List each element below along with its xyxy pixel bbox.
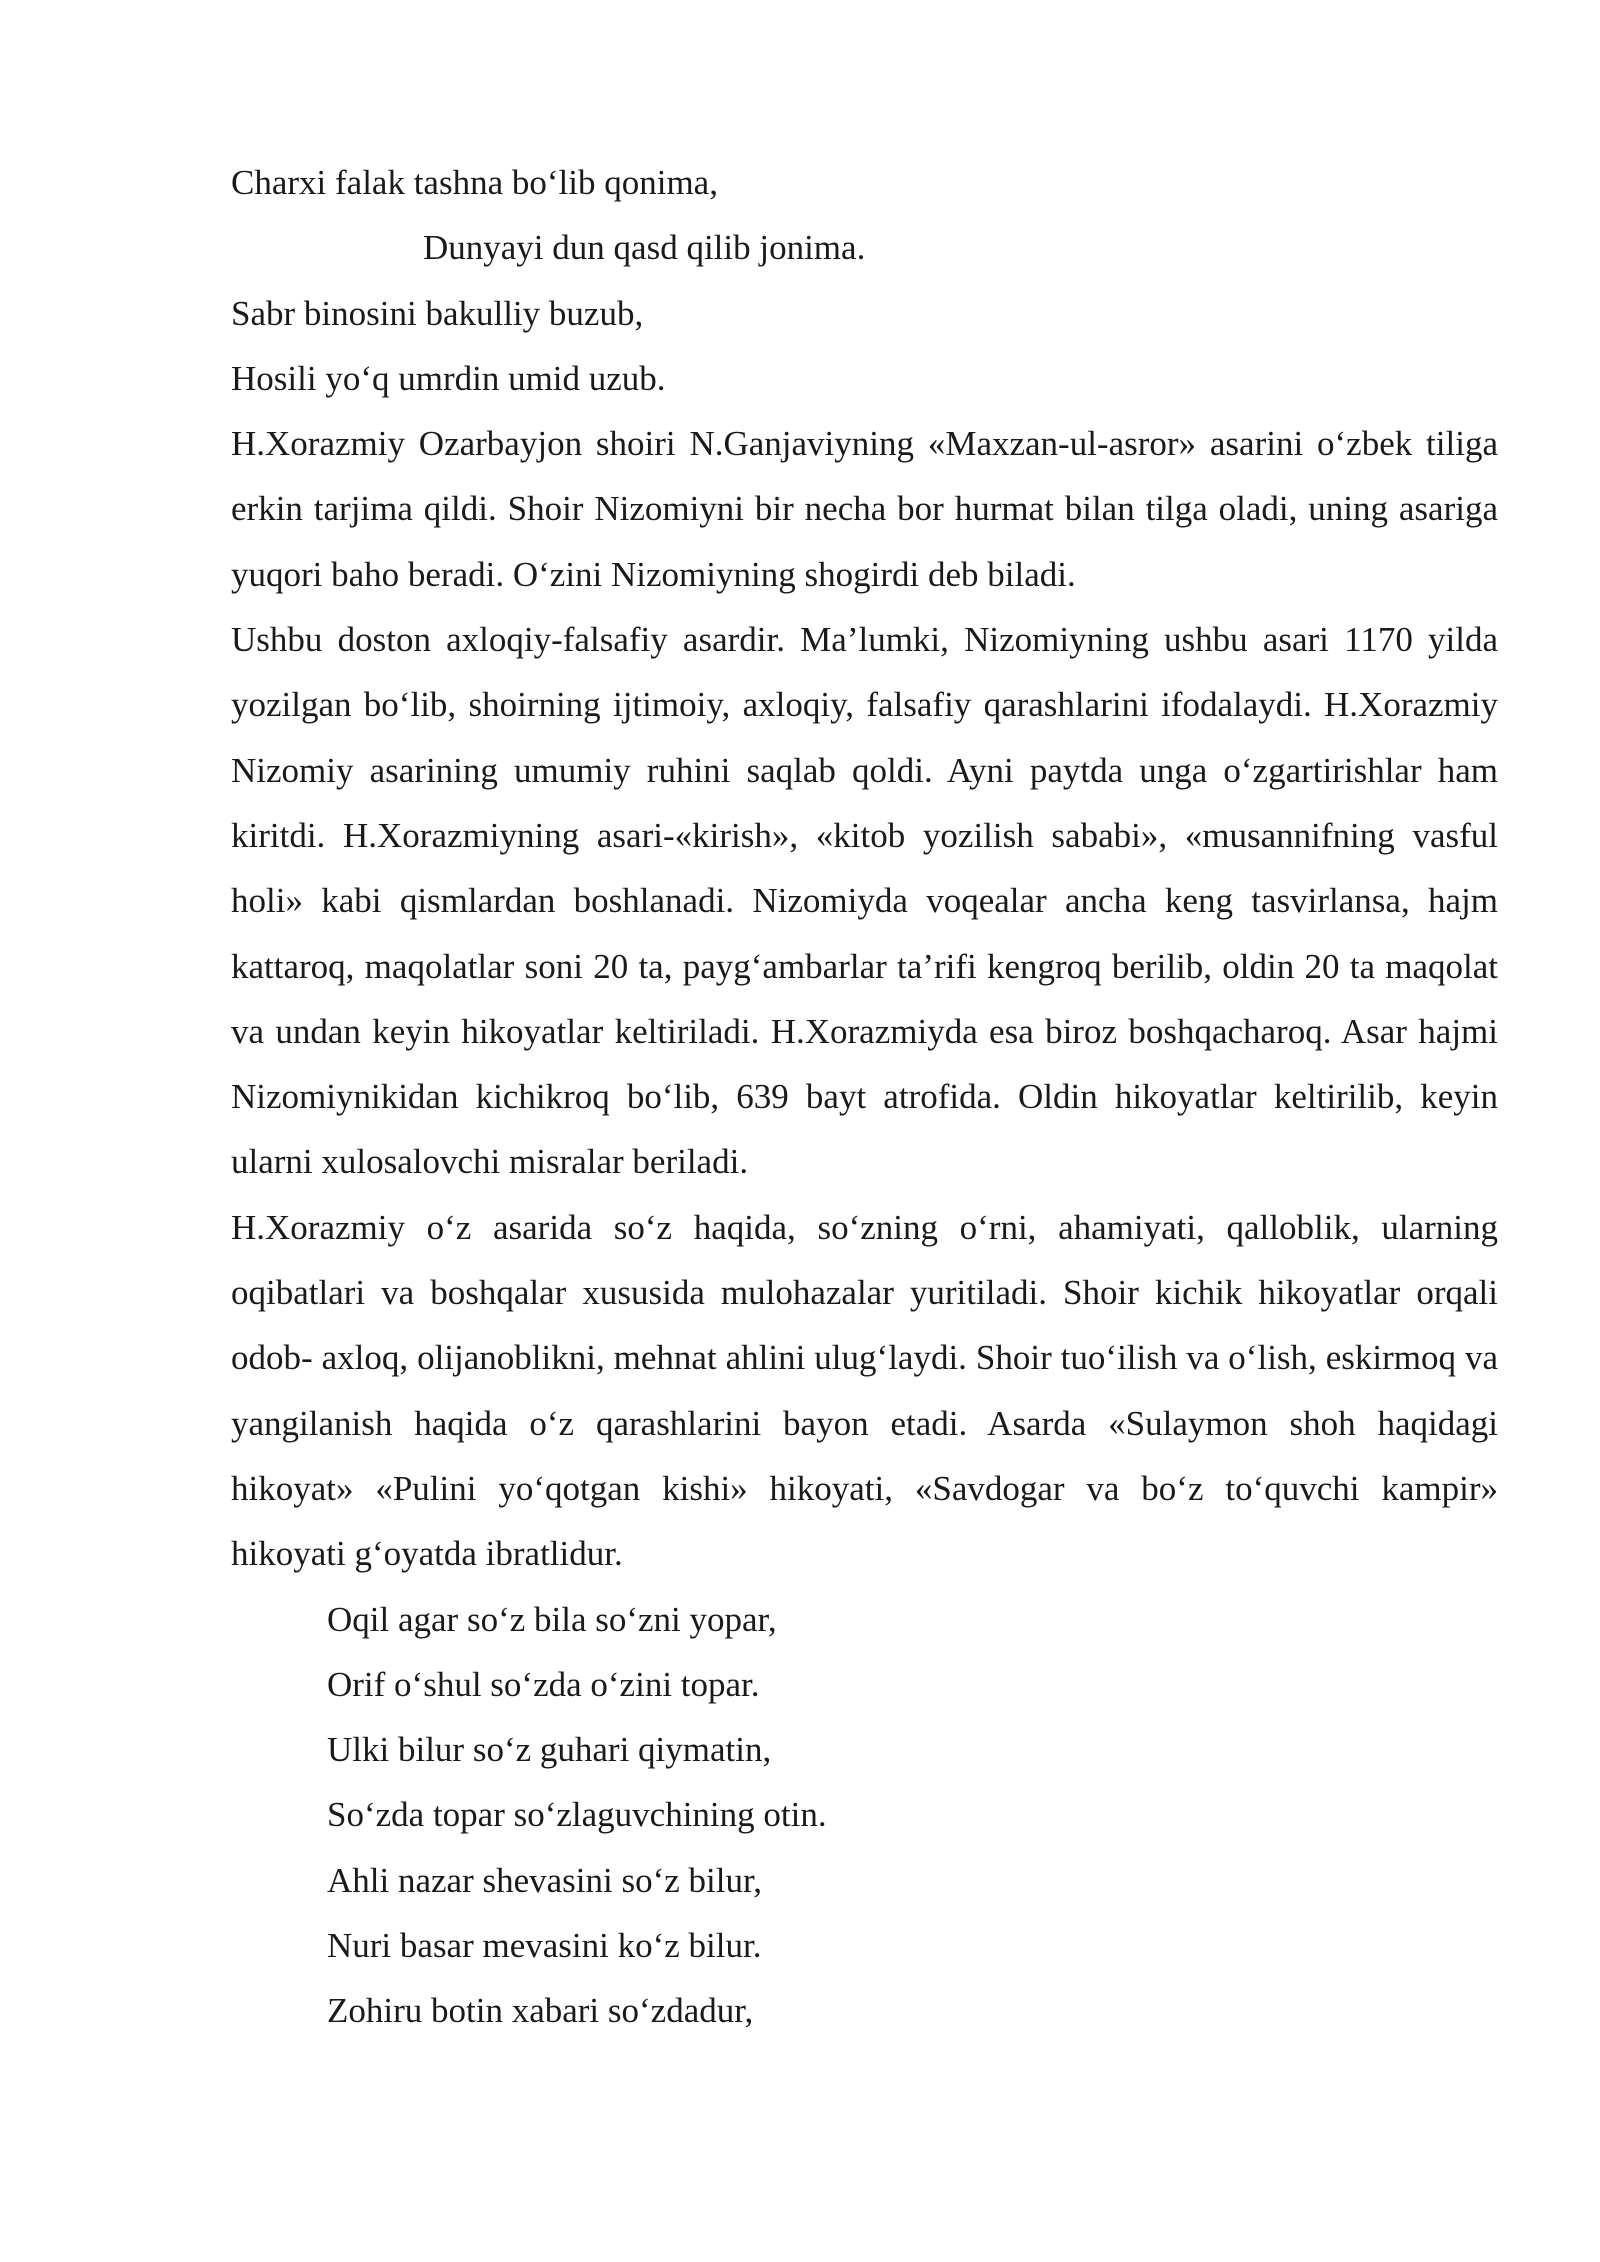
verse-line: Sabr binosini bakulliy buzub, xyxy=(231,293,644,333)
verse-line: Hosili yo‘q umrdin umid uzub. xyxy=(231,358,666,398)
verse-line: Orif o‘shul so‘zda o‘zini topar. xyxy=(327,1664,760,1704)
verse-block-bottom xyxy=(231,1587,1498,2044)
paragraph: H.Xorazmiy o‘z asarida so‘z haqida, so‘zning o‘rni, ahamiyati, qalloblik, ularning oqibatlari va boshqalar xususida mulohazalar yuritiladi. Shoir kichik hikoyatlar orqali odob- axloq, olijanoblikni, mehnat ahlini ulug‘laydi. Shoir tuo‘ilish va o‘lish, eskirmoq va yangilanish haqida o‘z qarashlarini bayon etadi. Asarda «Sulaymon shoh haqidagi hikoyat» «Pulini yo‘qotgan kishi» hikoyati, «Savdogar va bo‘z to‘quvchi kampir» hikoyati g‘oyatda ibratlidur. xyxy=(231,1207,1498,1574)
verse-line: So‘zda topar so‘zlaguvchining otin. xyxy=(327,1795,827,1835)
page-content xyxy=(231,150,1498,2044)
paragraph: Ushbu doston axloqiy-falsafiy asardir. Ma’lumki, Nizomiyning ushbu asari 1170 yilda yozilgan bo‘lib, shoirning ijtimoiy, axloqiy, falsafiy qarashlarini ifodalaydi. H.Xorazmiy Nizomiy asarining umumiy ruhini saqlab qoldi. Ayni paytda unga o‘zgartirishlar ham kiritdi. H.Xorazmiyning asari-«kirish», «kitob yozilish sababi», «musannifning vasful holi» kabi qismlardan boshlanadi. Nizomiyda voqealar ancha keng tasvirlansa, hajm kattaroq, maqolatlar soni 20 ta, payg‘ambarlar ta’rifi kengroq berilib, oldin 20 ta maqolat va undan keyin hikoyatlar keltiriladi. H.Xorazmiyda esa biroz boshqacharoq. Asar hajmi Nizomiynikidan kichikroq bo‘lib, 639 bayt atrofida. Oldin hikoyatlar keltirilib, keyin ularni xulosalovchi misralar beriladi. xyxy=(231,620,1498,1182)
verse-line: Zohiru botin xabari so‘zdadur, xyxy=(327,1991,754,2031)
verse-block-top xyxy=(231,150,1498,411)
verse-line: Ulki bilur so‘z guhari qiymatin, xyxy=(327,1730,772,1770)
verse-line: Ahli nazar shevasini so‘z bilur, xyxy=(327,1860,763,1900)
paragraph: H.Xorazmiy Ozarbayjon shoiri N.Ganjaviyning «Maxzan-ul-asror» asarini o‘zbek tiliga erkin tarjima qildi. Shoir Nizomiyni bir necha bor hurmat bilan tilga oladi, uning asariga yuqori baho beradi. O‘zini Nizomiyning shogirdi deb biladi. xyxy=(231,424,1498,594)
verse-line: Oqil agar so‘z bila so‘zni yopar, xyxy=(327,1599,777,1639)
verse-line: Charxi falak tashna bo‘lib qonima, xyxy=(231,163,718,202)
verse-line: Nuri basar mevasini ko‘z bilur. xyxy=(327,1926,762,1966)
verse-line: Dunyayi dun qasd qilib jonima. xyxy=(423,228,866,268)
